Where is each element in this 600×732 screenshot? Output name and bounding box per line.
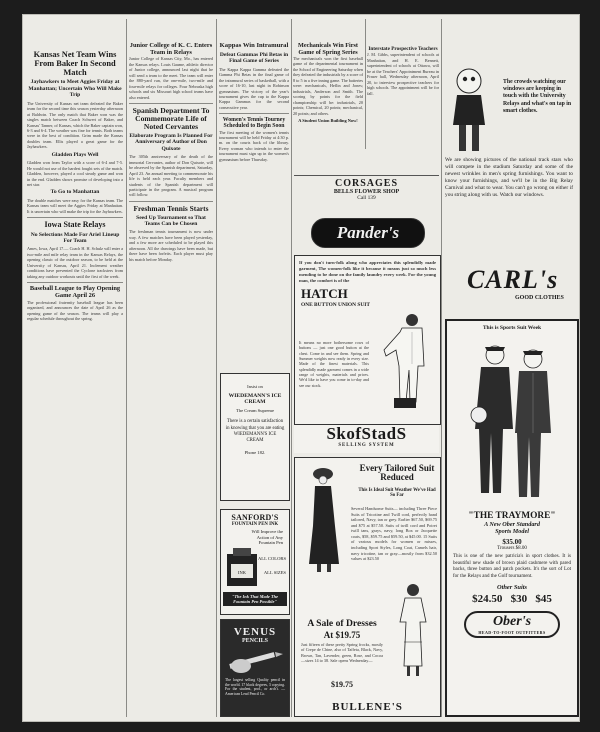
- tag-student-union: A Student Union Building Now!: [298, 117, 358, 123]
- ad-corsages-title: CORSAGES: [334, 178, 398, 189]
- svg-text:INK: INK: [238, 570, 246, 576]
- column-1: [27, 15, 123, 721]
- body-iowa: Ames, Iowa, April 17.— Coach H. H. Schulz will enter a two-mile and mile relay team in the Kansas Relays, the opening classic of the outdoor season, to be held at the University of Kansas, April 21. Inclement weather conditions have prevented the Cyclone tracksters from taking any outdoor workouts until the first of the week.: [27, 246, 125, 279]
- ad-traymore-price: $35.00: [502, 538, 522, 546]
- body-freshman: The freshman tennis tournament is now under way. A few matches have been played yesterday, and a few more are scheduled to be played this afternoon. All the drawings have been made, but there have been forfeits. Each player must play his match before Monday.: [129, 229, 215, 262]
- ad-wiedemann-phone: Phone 182.: [244, 450, 266, 456]
- divider: [129, 103, 213, 104]
- ad-traymore-name: "THE TRAYMORE": [468, 511, 556, 521]
- ad-relay-crowds[interactable]: [445, 65, 575, 265]
- ad-skofstad-sub: SELLING SYSTEM: [338, 443, 395, 448]
- subhead-manhattan: To Go to Manhattan: [50, 189, 100, 196]
- body-womens-tennis: The first meeting of the women's tennis tournament will be held Friday at 4:30 p. m. on the courts back of the library. Every woman who intends to enter the tournament must sign up in the women's gymnasium before Thursday.: [219, 129, 291, 162]
- newspaper-page: [22, 14, 580, 722]
- body-gladden: Gladden won from Taylor with a score of 6-4 and 7-5. He would not use of the hardest fought sets of the match. Gladden, however, played a cool steady game and won in the end. Gladden shows promise of developing into a net star.: [27, 160, 125, 188]
- ad-traymore[interactable]: [445, 319, 579, 717]
- ad-sanford-title: SANFORD'S: [231, 513, 279, 522]
- subhead-jayhawkers: Jayhawkers to Meet Aggies Friday at Manhattan; Uncertain Who Will Make Trip: [28, 79, 122, 99]
- ad-hatch-subtitle: ONE BUTTON UNION SUIT: [301, 301, 370, 308]
- divider: [27, 282, 123, 283]
- ad-hatch-body: It means no more bothersome rows of buttons — just one good button at the chest. Come in and see them. Spring and Summer weights now ready in every size. Made of the finest materials. This splendidly made garment comes in a wide range of weights, materials and prices. We'd like to have you come in to-day and see our stock.: [299, 340, 371, 388]
- subhead-gladden: Gladden Plays Well: [51, 151, 99, 158]
- divider: [219, 113, 289, 114]
- ad-panders-title: Pander's: [336, 223, 400, 242]
- column-rule: [126, 19, 127, 717]
- ad-hatch-intro: If you don't turn-folk along who appreciates this splendidly made garment, The women-folk like it because it means just so much less mending to be done on the family laundry every week. For the young man, the comfort is of the: [299, 260, 438, 283]
- ad-relay-crowds-body: We are showing pictures of the national track stars who will compete in the stadium Saturday and some of the newest wrinkles in men's spring furnishings. You want to know your furnishings, and we'll be in the Big Relay Carnival and what to wear. You can't go wrong on either if you string along with us. Watch our windows.: [445, 157, 575, 199]
- headline-iowa-state: Iowa State Relays: [44, 220, 106, 230]
- woman-suit-illustration: [299, 464, 349, 574]
- ad-traymore-store-sub: HEAD-TO-FOOT OUTFITTERS: [478, 630, 546, 635]
- ad-relay-crowds-headline: The crowds watching our windows are keeping in touch with the University Relays and what's on tap in smart clothes.: [503, 79, 572, 114]
- headline-freshman-tennis: Freshman Tennis Starts: [133, 203, 209, 213]
- ad-traymore-prices: $24.50 $30 $45: [472, 593, 552, 605]
- ad-sanford[interactable]: [220, 509, 290, 615]
- subhead-kappas: Defeat Gammas Phi Betas in Final Game of Series: [219, 51, 289, 65]
- ad-venus-sub: PENCILS: [241, 638, 268, 644]
- ad-wiedemann-body: There is a certain satisfaction in knowing that you are eating WIEDEMANN'S ICE CREAM: [225, 419, 285, 444]
- body-junior-college: Junior College of Kansas City, Mo., has entered the Kansas relays. Louis Gaume, athletic director of Junior college, announced last night that he will send a team to the meet. The team will enter the 880-yard run, the one-mile, two-mile and four-mile relays for colleges. Four Nebraska high schools and six Missouri high school teams have also entered.: [129, 56, 215, 100]
- body-manhattan: The double matches were easy for the Kansas team. The Kansas team will meet the Aggies Friday at Manhattan. It is uncertain who will make the trip for the Jayhawkers.: [27, 197, 125, 214]
- headline-kansas-net-team: Kansas Net Team Wins From Baker In Second Match: [33, 50, 117, 77]
- ad-carls-title: CARL's: [467, 265, 559, 294]
- column-rule: [365, 19, 366, 149]
- woman-dress-illustration: [390, 582, 436, 682]
- headline-junior-college: Junior College of K. C. Enters Team in Relays: [129, 42, 213, 56]
- headline-spanish-department: Spanish Department To Commemorate Life of Noted Cervantes: [132, 106, 210, 131]
- ink-bottle-icon: [221, 546, 289, 590]
- ad-wiedemann-line: The Cream Supreme: [235, 407, 274, 413]
- ad-sanford-tag: "The Ink That Made The Fountain Pen Possible": [223, 592, 287, 606]
- ad-venus-title: VENUS: [233, 626, 277, 638]
- body-baseball: The professional fraternity baseball league has been organized, and announces the date of April 26 as the opening game of the season. The teams will play a regular schedule throughout the spring.: [27, 299, 125, 321]
- ad-bullenes-headline: Every Tailored Suit Reduced: [359, 463, 435, 483]
- headline-interstate: Interstate Prospective Teachers: [368, 46, 438, 52]
- headline-kappas-win: Kappas Win Intramural: [219, 42, 289, 49]
- ad-carls-sub: GOOD CLOTHES: [515, 295, 564, 301]
- ad-corsages-shop: BELLS FLOWER SHOP: [333, 189, 400, 195]
- ad-corsages[interactable]: [294, 175, 439, 216]
- ad-sanford-line: Will Improve the Action of Any Fountain Pen: [251, 529, 283, 546]
- ad-hatch[interactable]: [294, 255, 441, 425]
- two-men-sports-suits-illustration: [457, 333, 567, 509]
- ad-traymore-body: This is one of the new patricia's in sport clothes. It is beautiful new shade of brown plaid cashmere with pared backs, three button and patch pockets. It's the sort of Lot for the Relays and the Golf tournament.: [453, 554, 573, 579]
- ad-bullenes-sale-body: Just fifteen of these pretty Spring frocks, mostly of Crepe de Chine, also of Taffeta, Black, Navy, Brown, Tan, Lavender, green, Rose, and Cocoa—sizes 14 to 38. Sale opens Wednesday—: [301, 642, 385, 664]
- column-5: [367, 15, 439, 175]
- headline-baseball-league: Baseball League to Play Opening Game April 26: [29, 285, 121, 299]
- column-3: [219, 15, 289, 721]
- ad-traymore-other: Other Suits: [496, 584, 527, 591]
- ad-bullenes-store: BULLENE'S: [332, 701, 403, 713]
- column-rule: [291, 19, 292, 717]
- headline-womens-tennis: Women's Tennis Tourney Scheduled to Begin Soon: [222, 117, 286, 130]
- ad-bullenes-sale-title: A Sale of Dresses: [307, 618, 377, 629]
- ad-venus-body: The largest selling Quality pencil in the world. 17 black degrees, 3 copying. For the student, prof., or arch't. — American Lead Pencil Co.: [225, 678, 285, 697]
- ad-panders[interactable]: [311, 218, 425, 248]
- body-kansas-net-team: The University of Kansas net team defeated the Baker team for the second time this season yesterday afternoon at Baldwin. The only match that Baker won was the singles match between Coach Schwert of Baker, and Kansas' Tanner, of Kansas, which the Baker captain won, 6-3 and 6-4. The weather was fine for tennis. Both teams were in the best of condition. Grim made the Kansas doubles team. Ellis played a great game for the Jayhawkers.: [27, 100, 125, 150]
- ad-traymore-week: This is Sports Suit Week: [482, 325, 542, 331]
- column-rule: [441, 19, 442, 717]
- ad-wiedemann-title: WIEDEMANN'S ICE CREAM: [228, 392, 282, 405]
- column-rule: [216, 19, 217, 717]
- ad-carls[interactable]: [445, 265, 575, 315]
- ad-corsages-phone: Call 139: [357, 195, 376, 201]
- ad-skofstad[interactable]: [294, 425, 439, 453]
- ad-sanford-sizes: ALL SIZES: [263, 570, 286, 575]
- pencil-hand-icon: [225, 646, 285, 676]
- ad-traymore-store: Ober's: [492, 614, 532, 629]
- body-mechanicals: The mechanicals won the first baseball game of the departmental tournament in the School of Engineering Saturday when they defeated the industrials by a score of 8 to 5 in a five inning game. The batteries were: mechanicals, Heflin and Jones; industrials, Anderson and Smith. The scoring by points for the field championship will be: industrials, 20 points; Chemical, 20 points; mechanical, 20 points; and others.: [293, 56, 365, 116]
- ad-bullenes-sale-price2: $19.75: [331, 680, 353, 689]
- ad-sanford-colors: ALL COLORS: [257, 556, 286, 561]
- headline-mechanicals: Mechanicals Win First Game of Spring Series: [298, 42, 358, 56]
- ad-bullenes-sale-price: At $19.75: [323, 630, 361, 640]
- ad-skofstad-title: SkofStadS: [326, 424, 407, 443]
- ad-bullenes-sub: This Is Ideal Suit Weather We've Had So Far: [358, 488, 436, 498]
- subhead-iowa: No Selections Made For Ariel Lineup For Team: [30, 231, 120, 245]
- ad-sanford-sub: FOUNTAIN PEN INK: [231, 522, 279, 527]
- ad-traymore-trousers: Trousers $8.00: [497, 546, 527, 551]
- body-interstate: J. M. Gibbs, superintendent of schools at Manhattan, and H. E. Bennett, superintendent of schools at Ottawa, will be at the Teachers' Appointment Bureau in Fraser hall, Wednesday afternoon, April 20, to interview prospective teachers for high schools. The appointment will be for fall.: [367, 52, 441, 96]
- subhead-freshman: Seed Up Tournament so That Teams Can be Chosen: [136, 214, 206, 228]
- ad-bullenes[interactable]: [294, 457, 441, 717]
- ad-hatch-title: HATCH: [301, 285, 348, 301]
- divider: [27, 217, 123, 218]
- body-spanish: The 305th anniversary of the death of the immortal Cervantes, author of Don Quixote, will be observed by the Spanish department, Saturday, April 23. An annual meeting to commemorate his life is held each year. Faculty members and students of the Spanish department will participate in the program. A musical program will follow.: [129, 154, 215, 198]
- ad-wiedemann-line: Insist on: [247, 384, 263, 389]
- body-kappas: The Kappa Kappa Gamma defeated the Gamma Phi Betas in the final game of the intramural series of basketball, with a score of 16-10, last night in Robinson gymnasium. The victory of the year's tournament gives the cup to the Kappa Kappa Gammas for the second consecutive year.: [219, 66, 291, 110]
- ad-venus[interactable]: [220, 619, 290, 717]
- subhead-spanish: Elaborate Program Is Planned For Anniversary of Author of Don Quixote: [129, 132, 213, 152]
- man-watching-illustration: [445, 65, 499, 155]
- ad-traymore-line2: Sports Model: [495, 528, 529, 535]
- union-suit-man-illustration: [374, 310, 438, 416]
- ad-wiedemann[interactable]: [220, 373, 290, 501]
- ad-traymore-line1: A New Ober Standard: [484, 521, 540, 528]
- divider: [129, 201, 213, 202]
- column-2: [129, 15, 213, 721]
- ad-bullenes-body: Several Handsome Suits— including Three Piece Suits of Tricotine and Twill cord, perfectly hand tailored, Navy, tan or grey. Earlier $67.50, $69.75 and $75 at $57.50. Suits of twill cord and Poiret twill tans, grays, navy, long Box or Jacquette coats, $58, $59.75 and $59.50, at $45.00. 15 Suits of various models for women or misses, including Sport Styles, Long Coat, Camels hair, navy tricotine, tan or gray—mostly from $32.50 values at $23.50: [351, 506, 439, 562]
